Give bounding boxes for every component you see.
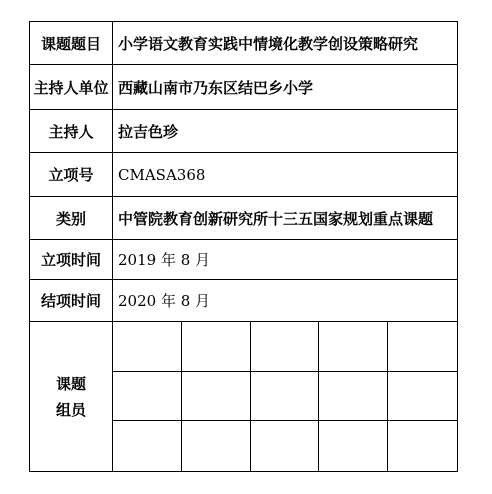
member-cell bbox=[182, 421, 251, 471]
label-project-members bbox=[30, 322, 113, 471]
project-info-table bbox=[29, 21, 458, 472]
row-start-time bbox=[30, 240, 457, 280]
member-cell bbox=[319, 421, 388, 471]
member-cell bbox=[251, 322, 320, 372]
member-cell bbox=[319, 322, 388, 372]
member-cell bbox=[388, 372, 457, 422]
value-project-title: 小学语文教育实践中情境化教学创设策略研究 bbox=[118, 34, 419, 53]
member-cell bbox=[388, 421, 457, 471]
row-end-time bbox=[30, 280, 457, 322]
member-cell bbox=[182, 322, 251, 372]
value-host: 拉吉色珍 bbox=[118, 122, 179, 141]
value-start-time: 2019 年 8 月 bbox=[118, 251, 211, 269]
row-project-title bbox=[30, 22, 457, 65]
member-cell bbox=[251, 421, 320, 471]
member-cell bbox=[388, 322, 457, 372]
label-end-time: 结项时间 bbox=[30, 280, 113, 321]
label-project-number: 立项号 bbox=[30, 153, 113, 196]
row-category bbox=[30, 197, 457, 240]
label-category: 类别 bbox=[30, 197, 113, 239]
row-project-number bbox=[30, 153, 457, 197]
member-cell bbox=[319, 372, 388, 422]
row-host-unit bbox=[30, 65, 457, 110]
value-category: 中管院教育创新研究所十三五国家规划重点课题 bbox=[118, 209, 434, 228]
label-host-unit: 主持人单位 bbox=[30, 65, 113, 109]
member-cell bbox=[113, 372, 182, 422]
label-host: 主持人 bbox=[30, 110, 113, 152]
member-cell bbox=[251, 372, 320, 422]
member-cell bbox=[113, 322, 182, 372]
members-label-line2: 组员 bbox=[55, 400, 86, 419]
label-start-time: 立项时间 bbox=[30, 240, 113, 279]
members-label-line1: 课题 bbox=[55, 374, 86, 393]
value-host-unit: 西藏山南市乃东区结巴乡小学 bbox=[118, 78, 314, 97]
value-project-number: CMASA368 bbox=[118, 165, 206, 184]
member-cell bbox=[113, 421, 182, 471]
row-host bbox=[30, 110, 457, 153]
value-end-time: 2020 年 8 月 bbox=[118, 292, 211, 310]
members-grid bbox=[113, 322, 457, 471]
member-cell bbox=[182, 372, 251, 422]
label-project-title: 课题题目 bbox=[30, 22, 113, 64]
